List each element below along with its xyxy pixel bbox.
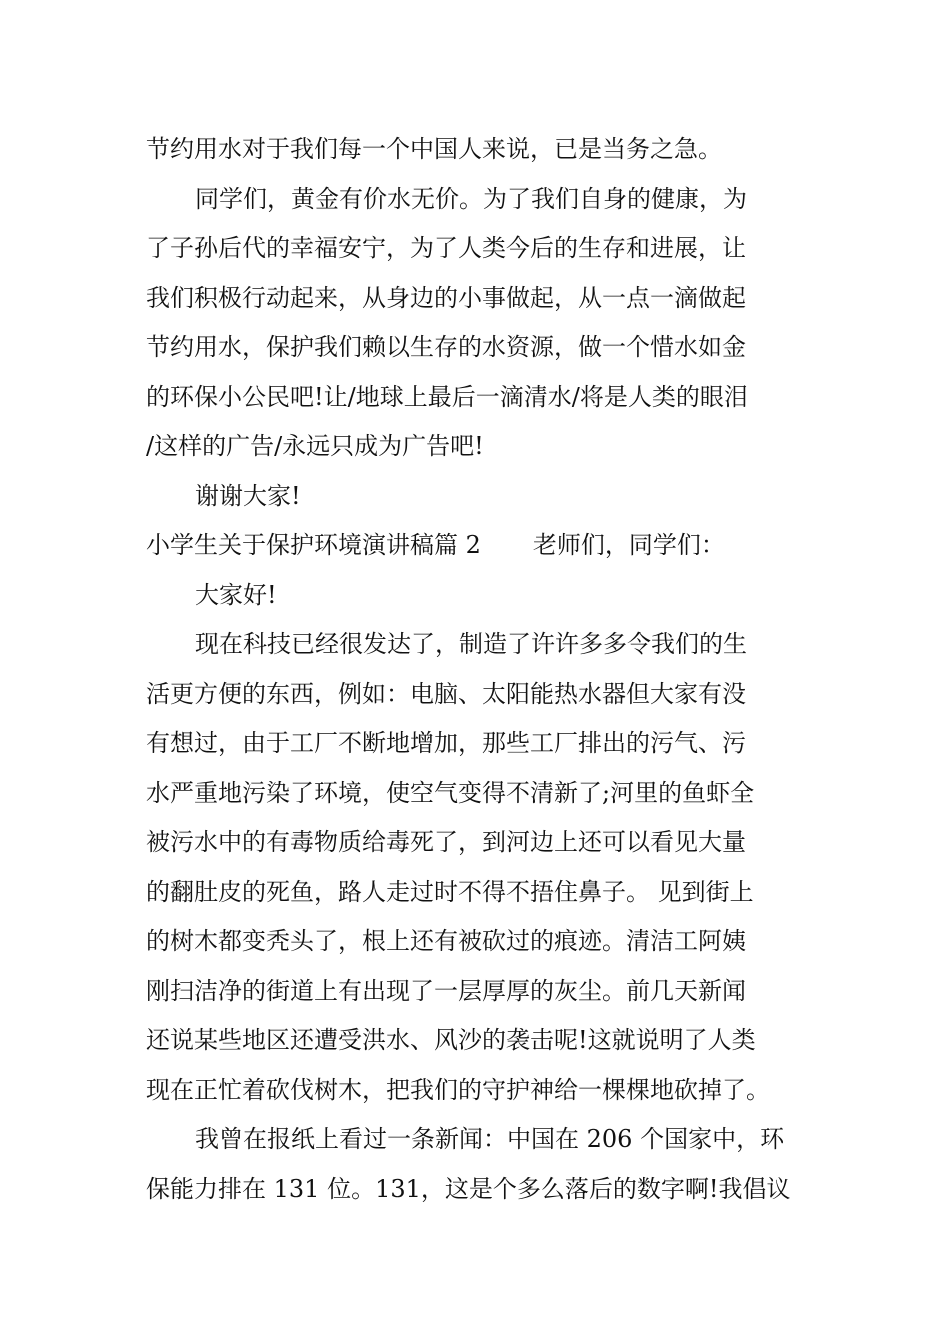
text-line: 了子孙后代的幸福安宁，为了人类今后的生存和进展，让 [146, 234, 746, 262]
text-line: 的环保小公民吧!让/地球上最后一滴清水/将是人类的眼泪 [146, 382, 748, 411]
text-line: 的翻肚皮的死鱼，路人走过时不得不捂住鼻子。 见到街上 [146, 877, 754, 906]
text-line: /这样的广告/永远只成为广告吧! [146, 432, 484, 460]
text-line: 有想过，由于工厂不断地增加，那些工厂排出的污气、污 [146, 729, 746, 757]
section-title: 小学生关于保护环境演讲稿篇 2 [146, 531, 481, 559]
text-line: 刚扫洁净的街道上有出现了一层厚厚的灰尘。前几天新闻 [146, 976, 746, 1005]
paragraph-start-line: 现在科技已经很发达了，制造了许许多多令我们的生 [195, 630, 747, 658]
paragraph-start-line: 我曾在报纸上看过一条新闻：中国在 206 个国家中，环 [195, 1125, 785, 1153]
text-line: 水严重地污染了环境，使空气变得不清新了;河里的鱼虾全 [146, 778, 755, 807]
document-body [146, 125, 808, 1214]
text-line: 节约用水，保护我们赖以生存的水资源，做一个惜水如金 [146, 333, 746, 361]
section-heading-line [146, 521, 808, 571]
thanks-line: 谢谢大家! [195, 481, 301, 510]
paragraph-start-line: 同学们，黄金有价水无价。为了我们自身的健康，为 [195, 184, 747, 213]
text-line: 保能力排在 131 位。131，这是个多么落后的数字啊!我倡议 [146, 1174, 791, 1203]
text-line: 活更方便的东西，例如：电脑、太阳能热水器但大家有没 [146, 679, 746, 708]
text-line: 我们积极行动起来，从身边的小事做起，从一点一滴做起 [146, 283, 746, 312]
text-line: 的树木都变秃头了，根上还有被砍过的痕迹。清洁工阿姨 [146, 927, 746, 955]
text-line: 节约用水对于我们每一个中国人来说，已是当务之急。 [146, 135, 722, 163]
text-line: 被污水中的有毒物质给毒死了，到河边上还可以看见大量 [146, 828, 746, 856]
greeting: 老师们，同学们： [532, 531, 725, 559]
text-line: 现在正忙着砍伐树木，把我们的守护神给一棵棵地砍掉了。 [146, 1075, 770, 1104]
hello-line: 大家好! [195, 580, 277, 609]
text-line: 还说某些地区还遭受洪水、风沙的袭击呢!这就说明了人类 [146, 1026, 756, 1054]
